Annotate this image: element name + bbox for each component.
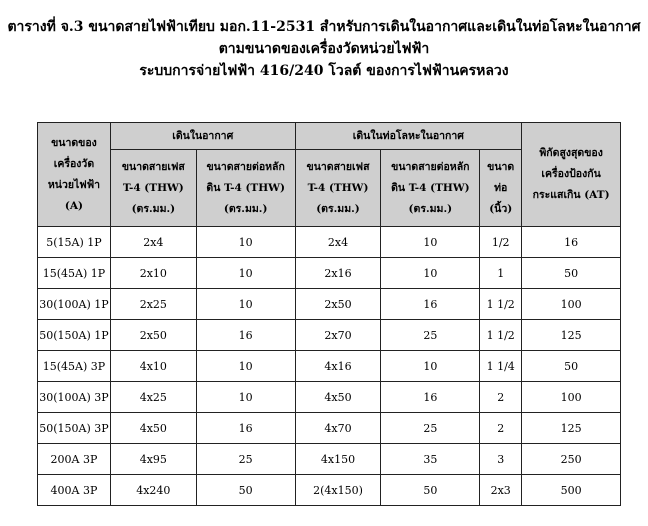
cell-conduit-phase: 2x70 [295, 320, 381, 351]
cell-conduit-size: 1 1/2 [480, 289, 522, 320]
cell-air-ground: 50 [196, 475, 295, 506]
cell-air-ground: 10 [196, 382, 295, 413]
table-row [38, 351, 621, 382]
cell-conduit-size: 1 1/2 [480, 320, 522, 351]
header-conduit-phase-wire: ขนาดสายเฟส T-4 (THW) (ตร.มม.) [295, 150, 381, 227]
cell-breaker: 125 [522, 320, 621, 351]
cell-breaker: 100 [522, 382, 621, 413]
cell-breaker: 100 [522, 289, 621, 320]
header-breaker-rating: พิกัดสูงสุดของ เครื่องป้องกัน กระแสเกิน (AT) [522, 123, 621, 227]
cell-meter-size: 30(100A) 1P [38, 289, 111, 320]
cell-conduit-phase: 2(4x150) [295, 475, 381, 506]
cell-air-phase: 4x50 [110, 413, 196, 444]
cell-air-phase: 4x10 [110, 351, 196, 382]
table-subtitle: ตามขนาดของเครื่องวัดหน่วยไฟฟ้า [218, 41, 430, 57]
cell-conduit-phase: 4x70 [295, 413, 381, 444]
header-conduit-size: ขนาด ท่อ (นิ้ว) [480, 150, 522, 227]
cell-air-ground: 10 [196, 258, 295, 289]
cell-breaker: 50 [522, 351, 621, 382]
cell-breaker: 250 [522, 444, 621, 475]
cell-conduit-size: 3 [480, 444, 522, 475]
wire-size-table [37, 122, 621, 506]
cell-breaker: 500 [522, 475, 621, 506]
cell-conduit-ground: 16 [381, 382, 480, 413]
header-air-phase-wire: ขนาดสายเฟส T-4 (THW) (ตร.มม.) [110, 150, 196, 227]
cell-meter-size: 15(45A) 3P [38, 351, 111, 382]
cell-conduit-size: 1 [480, 258, 522, 289]
cell-meter-size: 15(45A) 1P [38, 258, 111, 289]
table-row [38, 289, 621, 320]
table-row [38, 258, 621, 289]
cell-conduit-ground: 10 [381, 227, 480, 258]
cell-conduit-ground: 35 [381, 444, 480, 475]
cell-air-phase: 2x10 [110, 258, 196, 289]
table-row [38, 444, 621, 475]
table-row [38, 320, 621, 351]
table-row [38, 382, 621, 413]
cell-conduit-phase: 4x150 [295, 444, 381, 475]
cell-air-phase: 4x95 [110, 444, 196, 475]
cell-conduit-size: 2 [480, 382, 522, 413]
cell-breaker: 125 [522, 413, 621, 444]
cell-breaker: 16 [522, 227, 621, 258]
cell-conduit-ground: 10 [381, 258, 480, 289]
table-row [38, 413, 621, 444]
table-row [38, 475, 621, 506]
cell-meter-size: 400A 3P [38, 475, 111, 506]
cell-conduit-phase: 2x16 [295, 258, 381, 289]
header-conduit-ground-wire: ขนาดสายต่อหลัก ดิน T-4 (THW) (ตร.มม.) [381, 150, 480, 227]
cell-conduit-ground: 16 [381, 289, 480, 320]
cell-air-ground: 16 [196, 320, 295, 351]
cell-conduit-size: 1 1/4 [480, 351, 522, 382]
header-in-air: เดินในอากาศ [110, 123, 295, 150]
cell-air-ground: 16 [196, 413, 295, 444]
cell-conduit-ground: 25 [381, 413, 480, 444]
cell-conduit-phase: 4x50 [295, 382, 381, 413]
cell-meter-size: 50(150A) 1P [38, 320, 111, 351]
cell-air-phase: 2x25 [110, 289, 196, 320]
table-row [38, 227, 621, 258]
header-air-ground-wire: ขนาดสายต่อหลัก ดิน T-4 (THW) (ตร.มม.) [196, 150, 295, 227]
cell-conduit-size: 1/2 [480, 227, 522, 258]
cell-conduit-ground: 50 [381, 475, 480, 506]
cell-conduit-phase: 2x4 [295, 227, 381, 258]
table-title: ตารางที่ จ.3 ขนาดสายไฟฟ้าเทียบ มอก.11-2531 สำหรับการเดินในอากาศและเดินในท่อโลหะในอากาศ [7, 19, 641, 35]
cell-conduit-ground: 25 [381, 320, 480, 351]
cell-air-phase: 2x4 [110, 227, 196, 258]
cell-conduit-phase: 2x50 [295, 289, 381, 320]
cell-air-phase: 2x50 [110, 320, 196, 351]
header-meter-size: ขนาดของ เครื่องวัด หน่วยไฟฟ้า (A) [38, 123, 111, 227]
cell-air-phase: 4x25 [110, 382, 196, 413]
cell-air-ground: 10 [196, 227, 295, 258]
cell-meter-size: 50(150A) 3P [38, 413, 111, 444]
cell-meter-size: 200A 3P [38, 444, 111, 475]
cell-meter-size: 5(15A) 1P [38, 227, 111, 258]
cell-air-ground: 10 [196, 289, 295, 320]
cell-air-ground: 10 [196, 351, 295, 382]
cell-conduit-size: 2x3 [480, 475, 522, 506]
header-in-conduit: เดินในท่อโลหะในอากาศ [295, 123, 522, 150]
cell-meter-size: 30(100A) 3P [38, 382, 111, 413]
table-system-note: ระบบการจ่ายไฟฟ้า 416/240 โวลต์ ของการไฟฟ้านครหลวง [139, 63, 509, 79]
cell-breaker: 50 [522, 258, 621, 289]
cell-conduit-ground: 10 [381, 351, 480, 382]
cell-conduit-phase: 4x16 [295, 351, 381, 382]
cell-air-ground: 25 [196, 444, 295, 475]
cell-air-phase: 4x240 [110, 475, 196, 506]
cell-conduit-size: 2 [480, 413, 522, 444]
